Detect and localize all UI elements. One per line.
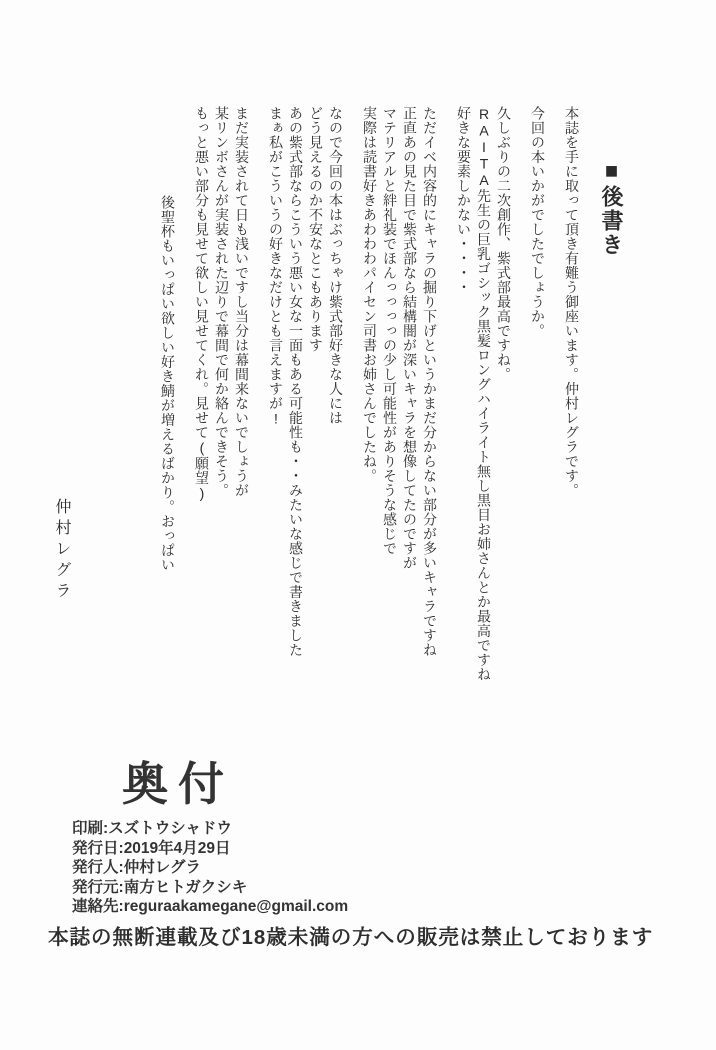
afterword-line: 某リンボさんが実装された辺りで幕間で何か絡んできそう。 bbox=[214, 106, 230, 498]
afterword-line: どう見えるのか不安なとこもあります bbox=[308, 106, 324, 353]
afterword-line: まぁ私がこういうの好きなだけとも言えますが! bbox=[268, 106, 284, 427]
afterword-line: まだ実装されて日も浅いですし当分は幕間来ないでしょうが bbox=[234, 106, 250, 498]
colophon-separator: : bbox=[103, 820, 109, 837]
afterword-line: もっと悪い部分も見せて欲しい見せてくれ。見せて(願望) bbox=[194, 106, 210, 502]
afterword-line: 今回の本いかがでしたでしょうか。 bbox=[530, 106, 546, 338]
colophon-value: 2019年4月29日 bbox=[123, 839, 231, 857]
contact-email: reguraakamegane@gmail.com bbox=[123, 898, 349, 915]
afterword-line: 本誌を手に取って頂き有難う御座います。仲村レグラです。 bbox=[564, 106, 580, 498]
colophon-row-contact bbox=[72, 897, 348, 917]
afterword-line: 後聖杯もいっぱい欲しい好き鯖が増えるばかり。おっぱい bbox=[160, 195, 176, 572]
afterword-title: ■後書き bbox=[599, 158, 624, 257]
colophon-separator: : bbox=[118, 898, 124, 915]
colophon-row-printing bbox=[72, 819, 348, 839]
colophon-list bbox=[72, 819, 348, 917]
colophon-value: 南方ヒトガクシキ bbox=[123, 878, 248, 896]
colophon-separator: : bbox=[118, 839, 124, 857]
afterword-line: 実際は読書好きあわわわパイセン司書お姉さんでしたね。 bbox=[362, 106, 378, 483]
colophon-label: 印刷 bbox=[72, 820, 104, 837]
afterword-line: マテリアルと絆礼装でほんっっっっの少し可能性がありそうな感じで bbox=[382, 106, 398, 556]
colophon-label: 発行人 bbox=[72, 859, 119, 876]
afterword-line: 正直あの見た目で紫式部なら結構闇が深いキャラを想像してたのですが bbox=[402, 106, 418, 570]
afterword-line: RAITA先生の巨乳ゴシック黒髪ロングハイライト無し黒目お姉さんとか最高ですね bbox=[476, 106, 492, 682]
colophon-label: 発行元 bbox=[72, 878, 119, 896]
afterword-section bbox=[158, 106, 624, 731]
colophon-label: 発行日 bbox=[72, 839, 119, 857]
colophon-label: 連絡先 bbox=[72, 898, 119, 915]
colophon-row-circle bbox=[72, 878, 348, 898]
afterword-line: あの紫式部ならこういう悪い女な一面もある可能性も・・みたいな感じで書きました bbox=[288, 106, 304, 657]
afterword-line: 好きな要素しかない・・・・ bbox=[456, 106, 472, 295]
colophon-separator: : bbox=[118, 878, 124, 896]
colophon-title: 奥付 bbox=[122, 758, 234, 810]
sales-restriction-notice: 本誌の無断連載及び18歳未満の方への販売は禁止しております bbox=[48, 926, 654, 949]
author-signature: 仲村レグラ bbox=[53, 498, 70, 603]
colophon-separator: : bbox=[118, 859, 124, 876]
colophon-row-publisher bbox=[72, 858, 348, 878]
colophon-value: 仲村レグラ bbox=[123, 859, 201, 876]
afterword-line: 久しぶりの二次創作、紫式部最高ですね。 bbox=[496, 106, 512, 382]
afterword-line: ただイベ内容的にキャラの掘り下げというかまだ分からない部分が多いキャラですね bbox=[422, 106, 438, 657]
colophon-value: スズトウシャドウ bbox=[108, 820, 232, 837]
colophon-row-publish-date bbox=[72, 839, 348, 859]
afterword-line: なので今回の本はぶっちゃけ紫式部好きな人には bbox=[328, 106, 344, 425]
